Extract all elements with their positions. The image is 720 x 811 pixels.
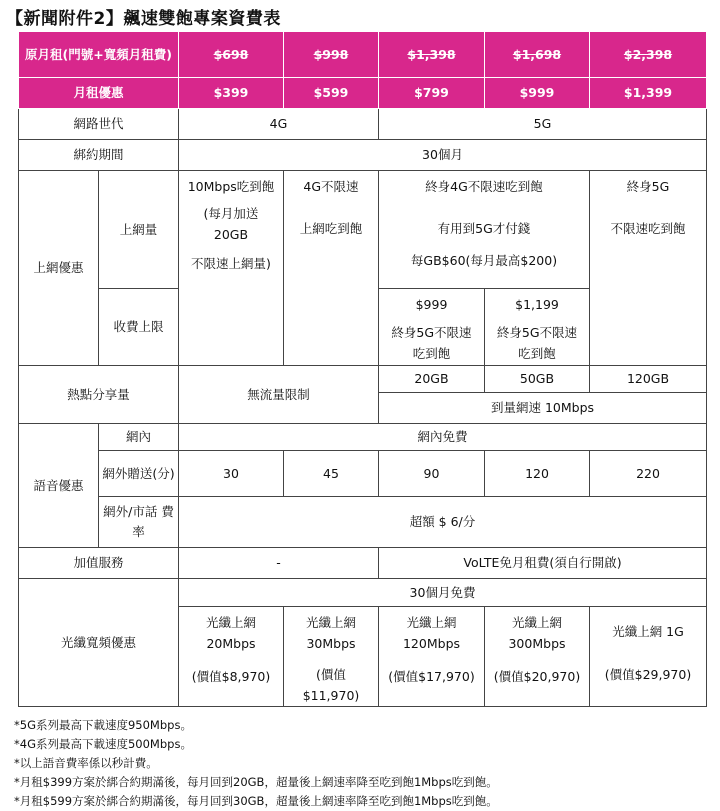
broadband-value: (價值$11,970): [302, 667, 360, 703]
original-price-599: $998: [284, 32, 379, 78]
cap799-line: $999: [415, 297, 448, 312]
broadband-speed: 光纖上網 20Mbps: [205, 615, 256, 651]
offnet-799: 90: [379, 451, 485, 497]
discount-price-399: $399: [179, 78, 284, 109]
broadband-value: (價值$8,970): [191, 669, 271, 684]
offnet-1399: 220: [590, 451, 707, 497]
plan399-line: (每月加送: [203, 206, 259, 221]
broadband-speed: 光纖上網 120Mbps: [402, 615, 461, 651]
voice-onnet-value: 網內免費: [179, 424, 707, 451]
hotspot-label: 熱點分享量: [19, 366, 179, 424]
voice-onnet-label: 網內: [99, 424, 179, 451]
contract-value: 30個月: [179, 140, 707, 171]
plan399-line: 不限速上網量): [191, 256, 271, 271]
page-title: 【新聞附件2】飆速雙飽專案資費表: [6, 9, 281, 29]
network-row: [19, 109, 707, 140]
original-price-label: 原月租(門號+寬頻月租費): [19, 32, 179, 78]
offnet-999: 120: [485, 451, 590, 497]
plan599-data: [284, 171, 379, 366]
broadband-speed: 光纖上網 300Mbps: [508, 615, 566, 651]
plan799-999-line: 終身4G不限速吃到飽: [425, 179, 543, 194]
plan799-999-data: [379, 171, 590, 289]
footnote: *4G系列最高下載速度500Mbps。: [14, 737, 192, 751]
cap999-line: 終身5G不限速: [496, 325, 578, 340]
value-added-dash: -: [179, 548, 379, 579]
plan799-999-line: 每GB$60(每月最高$200): [410, 253, 558, 268]
footnote: *以上語音費率係以秒計費。: [14, 756, 158, 770]
plan399-line: 10Mbps吃到飽: [187, 179, 275, 194]
footnote: *月租$599方案於綁合約期滿後，每月回到30GB，超量後上網速率降至吃到飽1Mbps吃到飽。: [14, 794, 498, 808]
cap799-line: 終身5G不限速: [391, 325, 472, 340]
data-usage-row: [19, 171, 707, 289]
discount-price-799: $799: [379, 78, 485, 109]
data-offer-label: 上網優惠: [19, 171, 99, 366]
broadband-label: 光纖寬頻優惠: [19, 579, 179, 707]
footnotes: [14, 716, 498, 811]
original-price-1399: $2,398: [590, 32, 707, 78]
original-price-row: [19, 32, 707, 78]
network-5g: 5G: [379, 109, 707, 140]
discount-price-row: [19, 78, 707, 109]
network-4g: 4G: [179, 109, 379, 140]
hotspot-120gb: 120GB: [590, 366, 707, 393]
discount-price-1399: $1,399: [590, 78, 707, 109]
network-label: 網路世代: [19, 109, 179, 140]
broadband-speed: 光纖上網 30Mbps: [305, 615, 356, 651]
broadband-speed: 光纖上網 1G: [612, 623, 684, 639]
offnet-599: 45: [284, 451, 379, 497]
hotspot-20gb: 20GB: [379, 366, 485, 393]
rate-table: [18, 31, 707, 707]
original-price-999: $1,698: [485, 32, 590, 78]
broadband-30m: [284, 607, 379, 707]
voice-offnet-label: 網外贈送(分): [99, 451, 179, 497]
contract-label: 綁約期間: [19, 140, 179, 171]
broadband-20m: [179, 607, 284, 707]
cap799-line: 吃到飽: [412, 346, 451, 361]
discount-price-599: $599: [284, 78, 379, 109]
plan399-line: 20GB: [213, 227, 249, 242]
value-added-label: 加值服務: [19, 548, 179, 579]
offnet-399: 30: [179, 451, 284, 497]
discount-price-999: $999: [485, 78, 590, 109]
value-added-volte: VoLTE免月租費(須自行開啟): [379, 548, 707, 579]
cap999-line: 吃到飽: [518, 346, 556, 361]
data-cap-label: 收費上限: [99, 289, 179, 366]
footnote: *月租$399方案於綁合約期滿後，每月回到20GB，超量後上網速率降至吃到飽1Mbps吃到飽。: [14, 775, 498, 789]
broadband-value: (價值$29,970): [604, 666, 692, 682]
discount-price-label: 月租優惠: [19, 78, 179, 109]
original-price-399: $698: [179, 32, 284, 78]
hotspot-unlimited: 無流量限制: [179, 366, 379, 424]
value-added-row: [19, 548, 707, 579]
data-usage-label: 上網量: [99, 171, 179, 289]
hotspot-row: [19, 366, 707, 393]
voice-onnet-row: [19, 424, 707, 451]
broadband-1g: [590, 607, 707, 707]
plan399-data: [179, 171, 284, 366]
broadband-value: (價值$20,970): [493, 669, 581, 684]
plan799-999-line: 有用到5G才付錢: [437, 221, 531, 236]
cap999: [485, 289, 590, 366]
hotspot-throttle: 到量網速 10Mbps: [379, 393, 707, 424]
voice-label: 語音優惠: [19, 424, 99, 548]
plan1399-data: [590, 171, 707, 366]
plan599-line: 上網吃到飽: [299, 221, 363, 236]
plan1399-line: 終身5G: [626, 179, 670, 194]
broadband-value: (價值$17,970): [388, 669, 475, 684]
hotspot-50gb: 50GB: [485, 366, 590, 393]
footnote: *5G系列最高下載速度950Mbps。: [14, 718, 192, 732]
broadband-free-row: [19, 579, 707, 607]
cap799: [379, 289, 485, 366]
original-price-799: $1,398: [379, 32, 485, 78]
plan1399-line: 不限速吃到飽: [610, 221, 686, 236]
voice-other-row: [19, 497, 707, 548]
plan599-line: 4G不限速: [303, 179, 359, 194]
contract-row: [19, 140, 707, 171]
voice-offnet-row: [19, 451, 707, 497]
cap999-line: $1,199: [515, 297, 559, 312]
voice-other-label: 網外/市話 費率: [99, 497, 179, 548]
broadband-300m: [485, 607, 590, 707]
voice-other-value: 超額 $ 6/分: [179, 497, 707, 548]
broadband-free: 30個月免費: [179, 579, 707, 607]
broadband-120m: [379, 607, 485, 707]
